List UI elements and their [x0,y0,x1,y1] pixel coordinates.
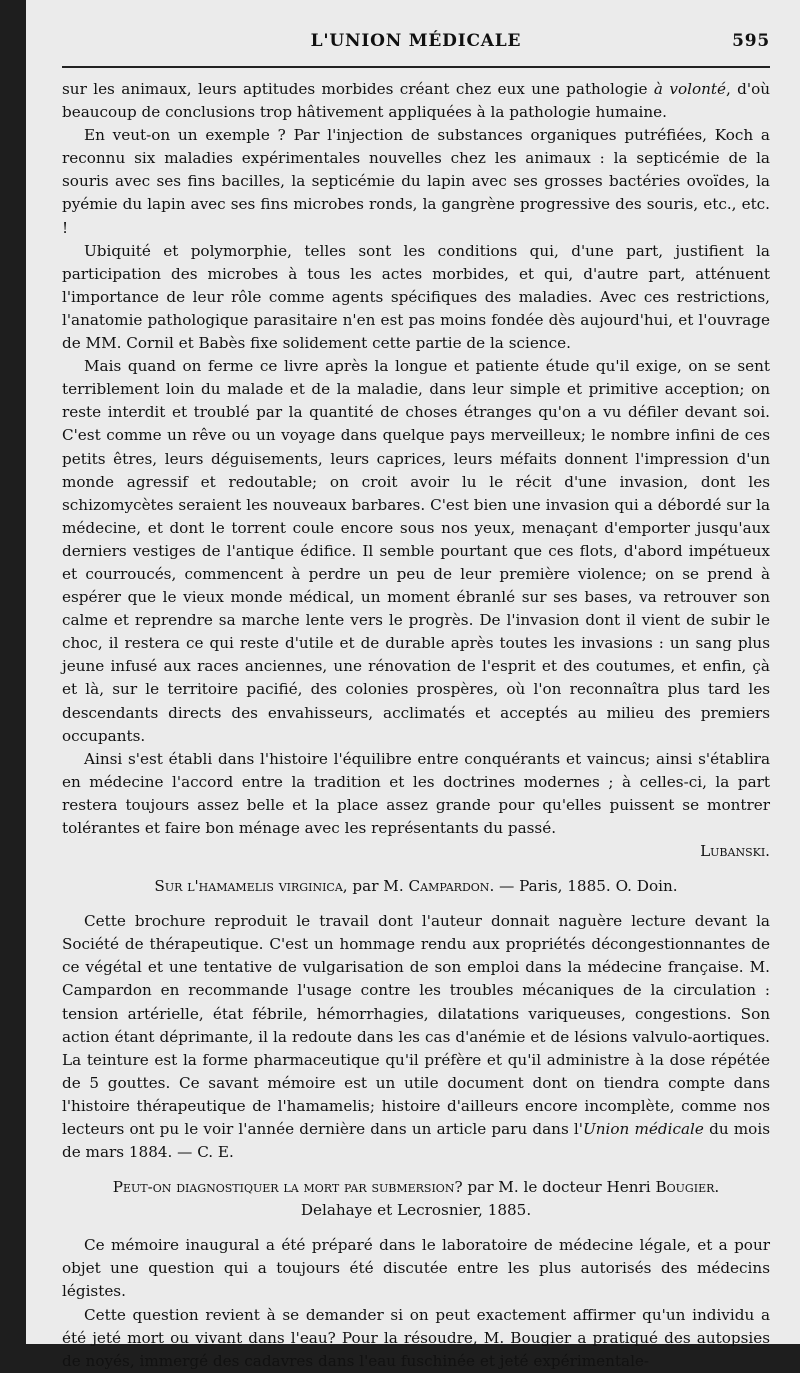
paragraph: sur les animaux, leurs aptitudes morbides créant chez eux une pathologie à volonté, d'où beaucoup de conclusions trop hâtivement appliquées à la pathologie humaine. [62,80,771,122]
paragraph: Cette brochure reproduit le travail dont l'auteur donnait naguère lecture devant la Société de thérapeutique. C'est un hommage rendu aux propriétés décongestionnantes de ce végétal et une tentative de vulgarisation de son emploi dans la médecine française. M. Campardon en recommande l'usage contre les troubles mécaniques de la circulation : tension artérielle, état fébrile, hémorrhagies, dilatations variqueuses, congestions. Son action étant déprimante, il la redoute dans les cas d'anémie et de lésions valvulo-aortiques. La teinture est la forme pharmaceutique qu'il préfère et qu'il administre à la dose répétée de 5 gouttes. Ce savant mémoire est un utile document dont on tiendra compte dans l'histoire thérapeutique de l'hamamelis; histoire d'ailleurs encore incomplète, comme nos lecteurs ont pu le voir l'année dernière dans un article paru dans l'Union médicale du mois de mars 1884. — C. E. [62,912,770,1162]
paragraph: Cette question revient à se demander si on peut exactement affirmer qu'un individu a été jeté mort ou vivant dans l'eau? Pour la résoudre, M. Bougier a pratiqué des autopsies de noyés, immergé des cadavres dans l'eau fuschinée et jeté expérimentale- [62,1305,770,1370]
running-header [62,28,770,58]
journal-title: L'UNION MÉDICALE [310,31,522,51]
review-heading-submersion: Peut-on diagnostiquer la mort par submersion? par M. le docteur Henri Bougier. Delahaye et Lecrosnier, 1885. [112,1178,720,1220]
paragraph: En veut-on un exemple ? Par l'injection de substances organiques putréfiées, Koch a reconnu six maladies expérimentales nouvelles chez les animaux : la septicémie de la souris avec ses fins bacilles, la septicémie du lapin avec ses grosses bactéries ovoïdes, la pyémie du lapin avec ses fins microbes ronds, la gangrène progressive des souris, etc., etc. ! [62,126,770,237]
header-rule [62,66,770,68]
book-page [26,0,800,1370]
author-signature: Lubanski. [700,842,770,861]
paragraph: Ubiquité et polymorphie, telles sont les conditions qui, d'une part, justifient la participation des microbes à tous les actes morbides, et qui, d'autre part, atténuent l'importance de leur rôle comme agents spécifiques des maladies. Avec ces restrictions, l'anatomie pathologique parasitaire n'en est pas moins fondée dès aujourd'hui, et l'ouvrage de MM. Cornil et Babès fixe solidement cette partie de la science. [62,241,770,353]
paragraph: Ainsi s'est établi dans l'histoire l'équilibre entre conquérants et vaincus; ainsi s'établira en médecine l'accord entre la tradition et les doctrines modernes ; à celles-ci, la part restera toujours assez belle et la place assez grande pour qu'elles puissent se montrer tolérantes et faire bon ménage avec les représentants du passé. [62,749,770,837]
page-number: 595 [732,31,770,51]
paragraph: Ce mémoire inaugural a été préparé dans le laboratoire de médecine légale, et a pour objet une question qui a toujours été discutée entre les plus autorisés des médecins légistes. [62,1236,770,1301]
paragraph: Mais quand on ferme ce livre après la longue et patiente étude qu'il exige, on se sent terriblement loin du malade et de la maladie, dans leur simple et primitive acception; on reste interdit et troublé par la quantité de choses étranges qu'on a vu défiler devant soi. C'est comme un rêve ou un voyage dans quelque pays merveilleux; le nombre infini de ces petits êtres, leurs déguisements, leurs caprices, leurs méfaits donnent l'impression d'un monde agressif et redoutable; on croit avoir lu le récit d'une invasion, dont les schizomycètes seraient les nouveaux barbares. C'est bien une invasion qui a débordé sur la médecine, et dont le torrent coule encore sous nos yeux, menaçant d'emporter jusqu'aux derniers vestiges de l'antique édifice. Il semble pourtant que ces flots, d'abord impétueux et courroucés, commencent à perdre un peu de leur première violence; on se prend à espérer que le vieux monde médical, un moment ébranlé sur ses bases, va retrouver son calme et reprendre sa marche lente vers le progrès. De l'invasion dont il vient de subir le choc, il restera ce qui reste d'utile et de durable après toutes les invasions : un sang plus jeune infusé aux races anciennes, une rénovation de l'esprit et des coutumes, et enfin, çà et là, sur le territoire pacifié, des colonies prospères, où l'on reconnaîtra plus tard les descendants directs des envahisseurs, acclimatés et acceptés au milieu des premiers occupants. [62,357,770,745]
article-body [62,78,770,1373]
review-heading-hamamelis: Sur l'hamamelis virginica, par M. Campardon. — Paris, 1885. O. Doin. [154,877,678,896]
